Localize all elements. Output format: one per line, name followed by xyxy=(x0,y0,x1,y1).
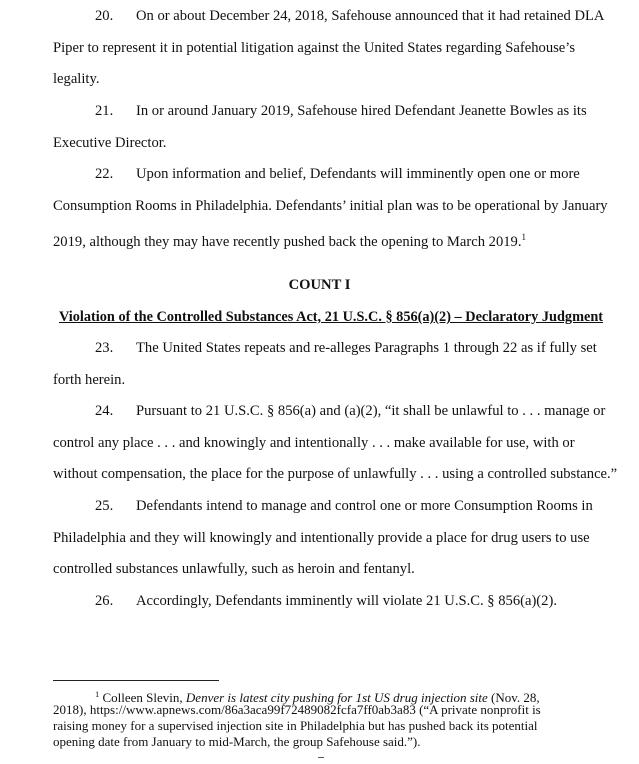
paragraph-text: Defendants intend to manage and control one or more Consumption Rooms in xyxy=(136,498,593,514)
paragraph-21-line-1 xyxy=(95,102,587,120)
paragraph-24-line-3: without compensation, the place for the purpose of unlawfully . . . using a controlled substance.” xyxy=(53,466,618,482)
paragraph-21-line-2: Executive Director. xyxy=(53,135,167,151)
paragraph-24-line-2: control any place . . . and knowingly and intentionally . . . make available for use, with or xyxy=(53,435,575,451)
paragraph-20-line-1 xyxy=(95,7,604,25)
footnote-reference[interactable]: 1 xyxy=(521,232,526,242)
count-subtitle: Violation of the Controlled Substances Act, 21 U.S.C. § 856(a)(2) – Declaratory Judgment xyxy=(59,309,604,325)
paragraph-number: 25. xyxy=(95,498,114,514)
paragraph-text: Upon information and belief, Defendants will imminently open one or more xyxy=(136,166,580,182)
paragraph-number: 22. xyxy=(95,166,114,182)
paragraph-text: On or about December 24, 2018, Safehouse announced that it had retained DLA xyxy=(136,8,605,24)
paragraph-text: In or around January 2019, Safehouse hired Defendant Jeanette Bowles as its xyxy=(136,103,587,119)
footnote-line-2: 2018), https://www.apnews.com/86a3aca99f72489082fcfa7ff0ab3a83 (“A private nonprofit is xyxy=(53,702,541,717)
footnote-marker: 1 xyxy=(95,689,100,699)
page-number-fragment xyxy=(318,757,324,758)
paragraph-25-line-1 xyxy=(95,497,593,515)
paragraph-22-line-3 xyxy=(53,228,526,251)
paragraph-text: Pursuant to 21 U.S.C. § 856(a) and (a)(2), “it shall be unlawful to . . . manage or xyxy=(136,403,606,419)
footnote-date: (Nov. 28, xyxy=(487,690,540,705)
paragraph-number: 26. xyxy=(95,593,114,609)
paragraph-26-line-1 xyxy=(95,592,557,610)
paragraph-number: 21. xyxy=(95,103,114,119)
paragraph-text: The United States repeats and re-alleges Paragraphs 1 through 22 as if fully set xyxy=(136,340,597,356)
paragraph-23-line-2: forth herein. xyxy=(53,372,126,388)
paragraph-number: 24. xyxy=(95,403,114,419)
paragraph-text: Accordingly, Defendants imminently will violate 21 U.S.C. § 856(a)(2). xyxy=(136,593,557,609)
paragraph-25-line-2: Philadelphia and they will knowingly and intentionally provide a place for drug users to use xyxy=(53,530,590,546)
paragraph-25-line-3: controlled substances unlawfully, such as heroin and fentanyl. xyxy=(53,561,415,577)
footnote-separator xyxy=(53,680,219,681)
footnote-line-4: opening date from January to mid-March, the group Safehouse said.”). xyxy=(53,734,421,749)
footnote-author: Colleen Slevin, xyxy=(99,690,186,705)
footnote-line-3: raising money for a supervised injection site in Philadelphia but has pushed back its potential xyxy=(53,718,538,733)
paragraph-number: 23. xyxy=(95,340,114,356)
paragraph-23-line-1 xyxy=(95,339,597,357)
paragraph-20-line-3: legality. xyxy=(53,71,100,87)
paragraph-20-line-2: Piper to represent it in potential litigation against the United States regarding Safehouse’s xyxy=(53,40,576,56)
paragraph-24-line-1 xyxy=(95,402,605,420)
count-title: COUNT I xyxy=(288,277,351,293)
paragraph-22-line-1 xyxy=(95,165,580,183)
paragraph-22-line-2: Consumption Rooms in Philadelphia. Defendants’ initial plan was to be operational by January xyxy=(53,198,608,214)
paragraph-text: 2019, although they may have recently pushed back the opening to March 2019. xyxy=(53,234,522,250)
paragraph-number: 20. xyxy=(95,8,114,24)
footnote-article-title: Denver is latest city pushing for 1st US drug injection site xyxy=(185,690,488,705)
